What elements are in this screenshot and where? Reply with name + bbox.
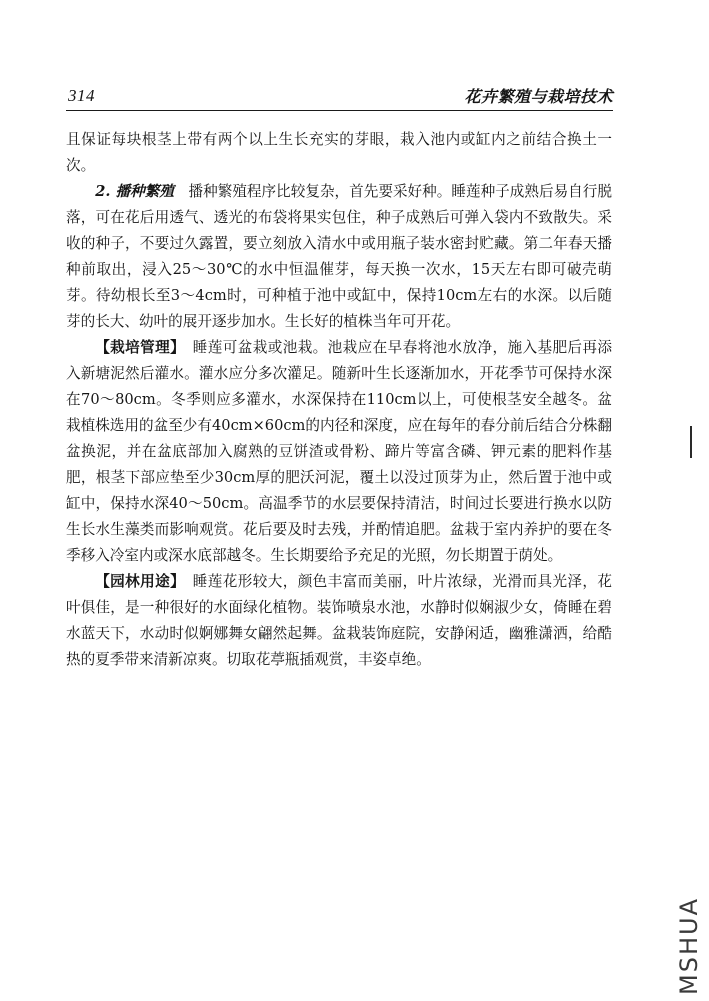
paragraph-2 xyxy=(66,179,612,335)
paragraph-1 xyxy=(66,127,612,179)
paragraph-4-text: 睡莲花形较大，颜色丰富而美丽，叶片浓绿，光滑而具光泽，花叶俱佳，是一种很好的水面绿化植物。装饰喷泉水池，水静时似娴淑少女，倚睡在碧水蓝天下，水动时似婀娜舞女翩然起舞。盆栽装饰庭院，安静闲适，幽雅潇洒，给酷热的夏季带来清新凉爽。切取花葶瓶插观赏，丰姿卓绝。 xyxy=(66,573,612,668)
page-number: 314 xyxy=(68,86,95,105)
running-title: 花卉繁殖与栽培技术 xyxy=(464,87,613,106)
paragraph-3-text: 睡莲可盆栽或池栽。池栽应在早春将池水放净，施入基肥后再添入新塘泥然后灌水。灌水应分多次灌足。随新叶生长逐渐加水，开花季节可保持水深在70～80cm。冬季则应多灌水，水深保持在110cm以上，可使根茎安全越冬。盆栽植株选用的盆至少有40cm×60cm的内径和深度，应在每年的春分前后结合分株翻盆换泥，并在盆底部加入腐熟的豆饼渣或骨粉、蹄片等富含磷、钾元素的肥料作基肥，根茎下部应垫至少30cm厚的肥沃河泥，覆土以没过顶芽为止，然后置于池中或缸中，保持水深40～50cm。高温季节的水层要保持清洁，时间过长要进行换水以防生长水生藻类而影响观赏。花后要及时去残，并酌情追肥。盆栽于室内养护的要在冬季移入冷室内或深水底部越冬。生长期要给予充足的光照，勿长期置于荫处。 xyxy=(66,339,612,564)
paragraph-1-text: 且保证每块根茎上带有两个以上生长充实的芽眼，栽入池内或缸内之前结合换土一次。 xyxy=(66,131,612,174)
paragraph-4 xyxy=(66,569,612,673)
header-rule xyxy=(66,110,613,111)
watermark: MSHUA xyxy=(675,897,703,995)
paragraph-2-lead: 2. 播种繁殖 xyxy=(95,183,174,200)
paragraph-4-lead: 【园林用途】 xyxy=(95,573,178,590)
body-text xyxy=(66,127,612,673)
margin-mark xyxy=(690,426,692,458)
paragraph-2-text: 播种繁殖程序比较复杂，首先要采好种。睡莲种子成熟后易自行脱落，可在花后用透气、透光的布袋将果实包住，种子成熟后可弹入袋内不致散失。采收的种子，不要过久露置，要立刻放入清水中或用瓶子装水密封贮藏。第二年春天播种前取出，浸入25～30℃的水中恒温催芽，每天换一次水，15天左右即可破壳萌芽。待幼根长至3～4cm时，可种植于池中或缸中，保持10cm左右的水深。以后随芽的长大、幼叶的展开逐步加水。生长好的植株当年可开花。 xyxy=(66,183,612,330)
paragraph-3 xyxy=(66,335,612,569)
paragraph-3-lead: 【栽培管理】 xyxy=(95,339,178,356)
